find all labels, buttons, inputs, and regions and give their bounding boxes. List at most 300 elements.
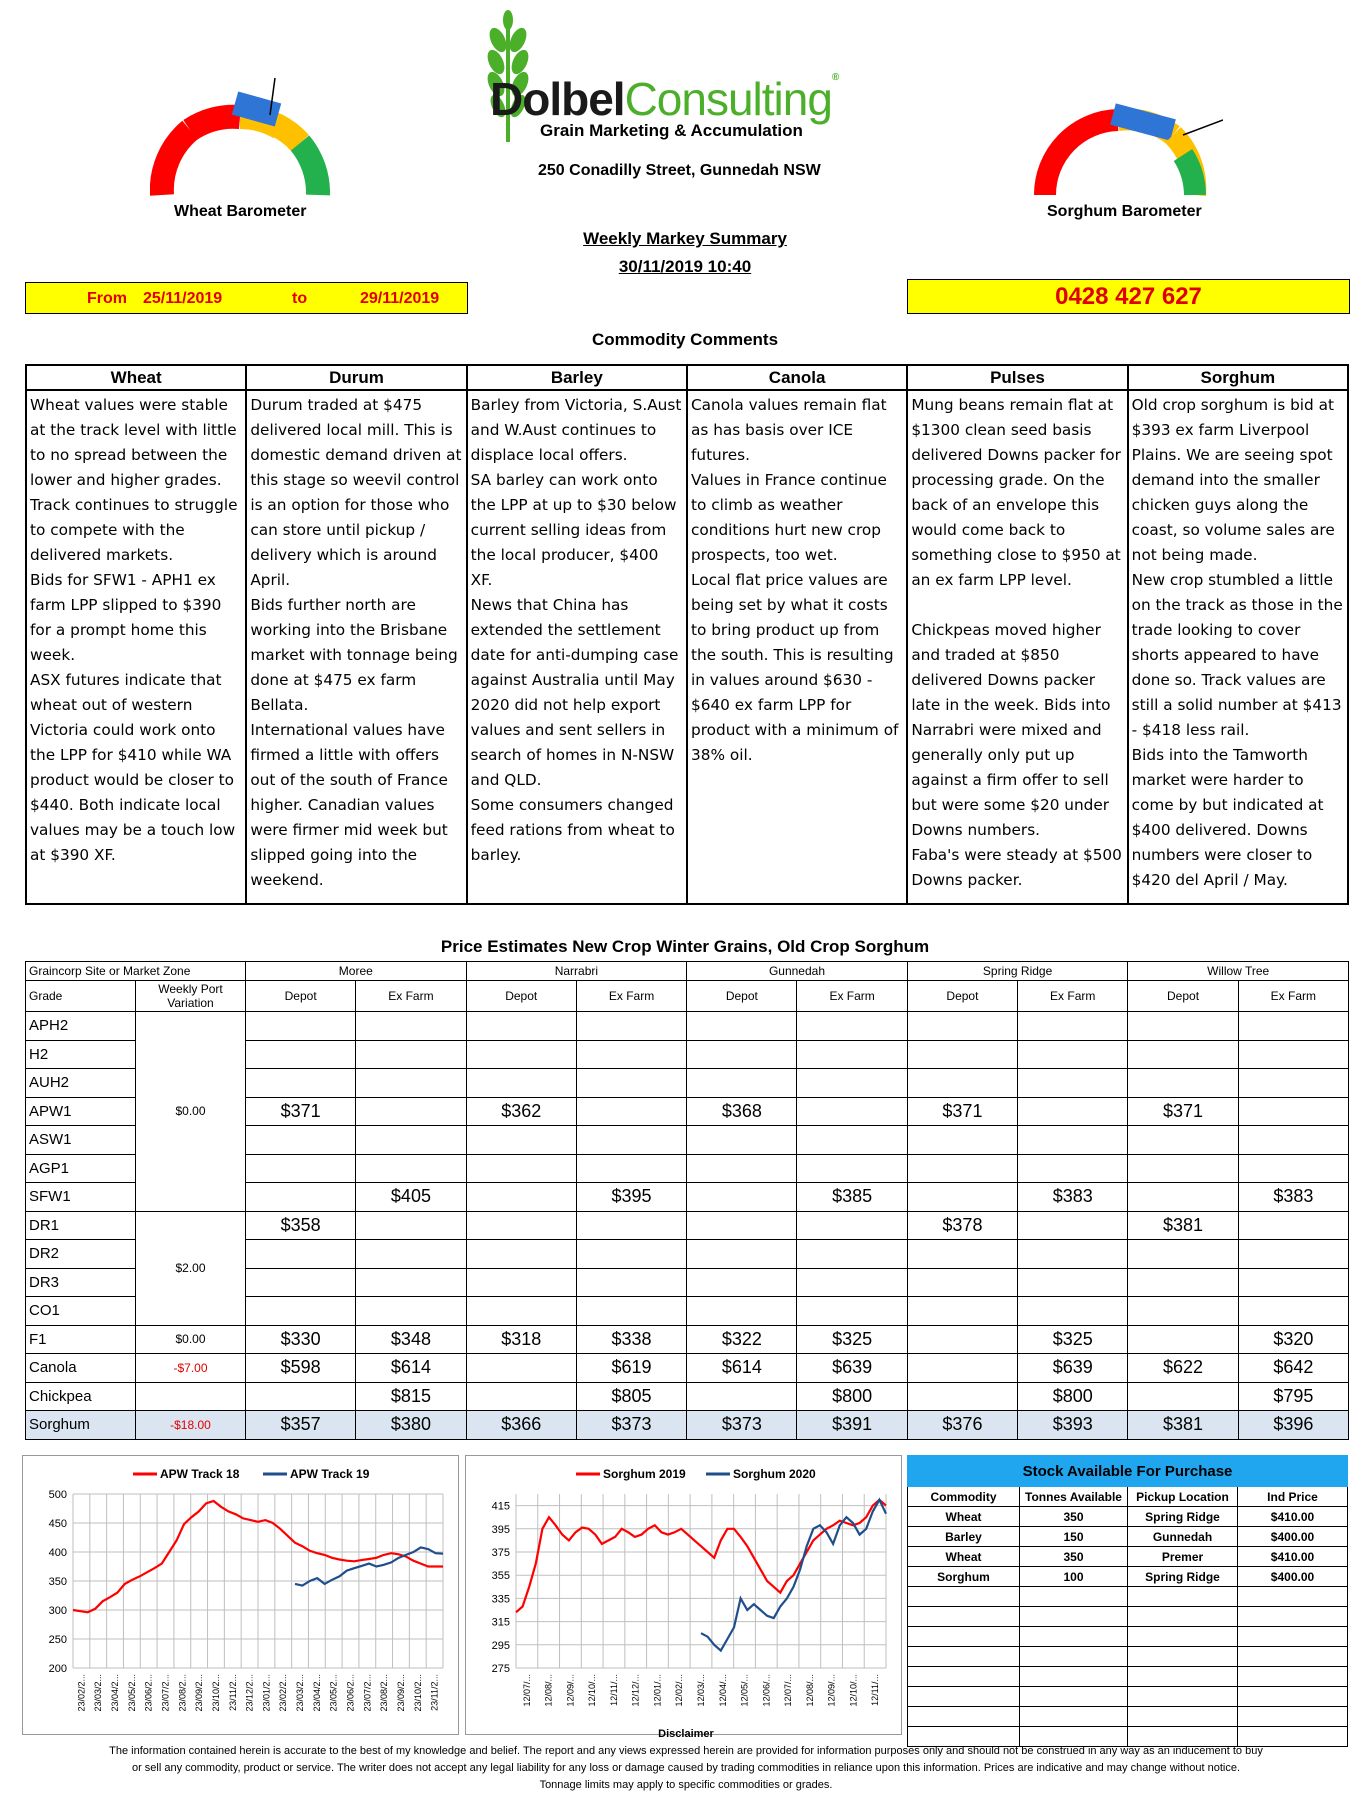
depot-price	[907, 1154, 1017, 1183]
stock-empty-cell	[1128, 1687, 1238, 1707]
stock-price: $400.00	[1238, 1527, 1348, 1547]
x-tick-label: 23/07/2...	[362, 1674, 373, 1712]
x-tick-label: 12/08/...	[804, 1674, 815, 1707]
depot-price	[1128, 1183, 1238, 1212]
depot-price	[907, 1183, 1017, 1212]
y-tick-label: 200	[48, 1663, 67, 1675]
depot-price	[246, 1126, 356, 1155]
exfarm-price: $383	[1238, 1183, 1348, 1212]
brand-logo-text	[490, 72, 838, 126]
stock-empty-cell	[1020, 1687, 1128, 1707]
exfarm-price: $800	[1018, 1382, 1128, 1411]
y-tick-label: 395	[491, 1523, 510, 1536]
x-tick-label: 23/05/2...	[126, 1674, 137, 1712]
exfarm-header: Ex Farm	[1018, 981, 1128, 1012]
exfarm-price	[1238, 1040, 1348, 1069]
stock-empty-cell	[908, 1627, 1020, 1647]
brand-address: 250 Conadilly Street, Gunnedah NSW	[538, 162, 821, 179]
exfarm-price: $800	[797, 1382, 907, 1411]
exfarm-price	[356, 1069, 466, 1098]
stock-empty-cell	[1128, 1607, 1238, 1627]
exfarm-price	[356, 1012, 466, 1041]
exfarm-price	[576, 1268, 686, 1297]
depot-price: $371	[1128, 1097, 1238, 1126]
depot-price	[246, 1297, 356, 1326]
disclaimer-line-3: Tonnage limits may apply to specific commodities or grades.	[539, 1779, 833, 1791]
weekly-port-variation	[136, 1382, 246, 1411]
price-header-sites	[26, 962, 1349, 981]
x-tick-label: 23/04/2...	[110, 1674, 121, 1712]
y-tick-label: 355	[491, 1570, 510, 1583]
x-tick-label: 23/09/2...	[395, 1674, 406, 1712]
legend-label: Sorghum 2019	[603, 1467, 686, 1481]
wheat-barometer-label: Wheat Barometer	[174, 203, 307, 220]
phone-box	[907, 279, 1350, 314]
depot-price: $376	[907, 1411, 1017, 1440]
depot-price: $598	[246, 1354, 356, 1383]
depot-header: Depot	[246, 981, 356, 1012]
exfarm-price	[1018, 1297, 1128, 1326]
x-tick-label: 12/07/...	[783, 1674, 794, 1707]
depot-price: $366	[466, 1411, 576, 1440]
exfarm-price	[1018, 1069, 1128, 1098]
x-tick-label: 23/08/2...	[177, 1674, 188, 1712]
x-tick-label: 23/06/2...	[143, 1674, 154, 1712]
depot-price	[907, 1040, 1017, 1069]
exfarm-price	[1238, 1154, 1348, 1183]
exfarm-header: Ex Farm	[356, 981, 466, 1012]
from-date: 25/11/2019	[143, 290, 223, 307]
x-tick-label: 23/01/2...	[261, 1674, 272, 1712]
exfarm-price: $383	[1018, 1183, 1128, 1212]
stock-empty-cell	[1238, 1667, 1348, 1687]
legend-label: APW Track 18	[160, 1467, 240, 1481]
depot-price	[907, 1126, 1017, 1155]
depot-price: $322	[687, 1325, 797, 1354]
depot-price: $378	[907, 1211, 1017, 1240]
exfarm-price	[797, 1240, 907, 1269]
comment-header-durum: Durum	[246, 365, 466, 390]
grade-name: DR1	[26, 1211, 136, 1240]
x-tick-label: 12/02/...	[674, 1674, 685, 1707]
stock-tonnes: 150	[1020, 1527, 1128, 1547]
price-row-chickpea	[26, 1382, 1349, 1411]
x-tick-label: 23/06/2...	[345, 1674, 356, 1712]
depot-header: Depot	[687, 981, 797, 1012]
depot-price	[687, 1069, 797, 1098]
exfarm-price	[1018, 1012, 1128, 1041]
x-tick-label: 23/11/2...	[227, 1674, 238, 1711]
depot-price	[246, 1268, 356, 1297]
stock-empty-row	[908, 1587, 1348, 1607]
sorghum-chart	[466, 1456, 901, 1734]
exfarm-price	[576, 1069, 686, 1098]
depot-header: Depot	[907, 981, 1017, 1012]
stock-empty-cell	[1128, 1627, 1238, 1647]
exfarm-price	[1018, 1268, 1128, 1297]
stock-empty-row	[908, 1707, 1348, 1727]
depot-price: $622	[1128, 1354, 1238, 1383]
y-tick-label: 335	[491, 1593, 510, 1606]
exfarm-price	[356, 1126, 466, 1155]
comment-text-wheat: Wheat values were stable at the track level with little to no spread between the lower and higher grades. Track continues to struggle to compete with the delivered markets. Bids for SFW1 - APH1 ex farm LPP slipped to $390 for a prompt home this week. ASX futures indicate that wheat out of western Victoria could work onto the LPP for $410 while WA product would be closer to $440. Both indicate local values may be a touch low at $390 XF.	[26, 390, 246, 904]
stock-price: $410.00	[1238, 1507, 1348, 1527]
stock-empty-cell	[1020, 1647, 1128, 1667]
date-range-box	[25, 282, 468, 314]
stock-title-row	[908, 1456, 1348, 1487]
stock-table-body	[908, 1507, 1348, 1747]
stock-empty-cell	[1128, 1647, 1238, 1667]
price-row-dr1	[26, 1211, 1349, 1240]
stock-header-location: Pickup Location	[1128, 1487, 1238, 1507]
weekly-port-variation: $2.00	[136, 1211, 246, 1325]
exfarm-price	[576, 1097, 686, 1126]
brand-registered: ®	[831, 72, 839, 83]
exfarm-price: $619	[576, 1354, 686, 1383]
exfarm-price	[1238, 1012, 1348, 1041]
comment-text-barley: Barley from Victoria, S.Aust and W.Aust continues to displace local offers. SA barley can work onto the LPP at up to $30 below current selling ideas from the local producer, $400 XF. News that China has extended the settlement date for anti-dumping case against Australia until May 2020 did not help export values and sent sellers in search of homes in N-NSW and QLD. Some consumers changed feed rations from wheat to barley.	[467, 390, 687, 904]
series-line	[516, 1500, 886, 1613]
depot-price	[687, 1012, 797, 1041]
comment-text-durum: Durum traded at $475 delivered local mill. This is domestic demand driven at this stage so weevil control is an option for those who can store until pickup / delivery which is around April. Bids further north are working into the Brisbane market with tonnage being done at $475 ex farm Bellata. International values have firmed a little with offers out of the south of France higher. Canadian values were firmer mid week but slipped going into the weekend.	[246, 390, 466, 904]
stock-header-row	[908, 1487, 1348, 1507]
x-tick-label: 23/10/2...	[412, 1674, 423, 1712]
stock-empty-cell	[1020, 1707, 1128, 1727]
y-tick-label: 250	[48, 1634, 67, 1646]
depot-price	[246, 1040, 356, 1069]
grade-name: DR3	[26, 1268, 136, 1297]
depot-price	[1128, 1069, 1238, 1098]
x-tick-label: 12/12/...	[630, 1674, 641, 1707]
brand-name-consulting: Consulting	[624, 73, 832, 125]
depot-price	[907, 1382, 1017, 1411]
exfarm-price: $614	[356, 1354, 466, 1383]
exfarm-header: Ex Farm	[1238, 981, 1348, 1012]
prices-title: Price Estimates New Crop Winter Grains, Old Crop Sorghum	[440, 937, 930, 956]
comment-header-sorghum: Sorghum	[1128, 365, 1348, 390]
stock-empty-cell	[908, 1607, 1020, 1627]
grade-name: DR2	[26, 1240, 136, 1269]
exfarm-price	[1018, 1040, 1128, 1069]
exfarm-price: $393	[1018, 1411, 1128, 1440]
grade-name: Canola	[26, 1354, 136, 1383]
depot-price	[1128, 1240, 1238, 1269]
depot-price	[1128, 1040, 1238, 1069]
x-tick-label: 12/05/...	[739, 1674, 750, 1707]
exfarm-price	[1018, 1154, 1128, 1183]
y-tick-label: 300	[48, 1605, 67, 1617]
from-label: From	[87, 290, 127, 307]
exfarm-price	[797, 1040, 907, 1069]
legend-label: Sorghum 2020	[733, 1467, 816, 1481]
depot-price	[687, 1211, 797, 1240]
stock-tonnes: 100	[1020, 1567, 1128, 1587]
comment-text-canola: Canola values remain flat as has basis over ICE futures. Values in France continue to climb as weather conditions hurt new crop prospects, too wet. Local flat price values are being set by what it costs to bring product up from the south. This is resulting in values around $630 - $640 ex farm LPP for product with a minimum of 38% oil.	[687, 390, 907, 904]
exfarm-price	[797, 1126, 907, 1155]
exfarm-price: $642	[1238, 1354, 1348, 1383]
x-tick-label: 23/02/2...	[76, 1674, 87, 1712]
depot-price: $318	[466, 1325, 576, 1354]
stock-empty-cell	[1238, 1607, 1348, 1627]
depot-price	[687, 1154, 797, 1183]
x-tick-label: 23/11/2...	[429, 1674, 440, 1711]
exfarm-price: $325	[1018, 1325, 1128, 1354]
site-moree: Moree	[246, 962, 467, 981]
stock-header-commodity: Commodity	[908, 1487, 1020, 1507]
exfarm-price	[356, 1154, 466, 1183]
weekly-port-variation: $0.00	[136, 1012, 246, 1212]
exfarm-header: Ex Farm	[797, 981, 907, 1012]
depot-price	[466, 1126, 576, 1155]
depot-price	[907, 1012, 1017, 1041]
brand-tagline: Grain Marketing & Accumulation	[540, 121, 803, 140]
stock-empty-cell	[1020, 1607, 1128, 1627]
x-tick-label: 12/04/...	[717, 1674, 728, 1707]
x-tick-label: 23/07/2...	[160, 1674, 171, 1712]
depot-price	[466, 1183, 576, 1212]
stock-available-table	[907, 1455, 1348, 1747]
stock-commodity: Sorghum	[908, 1567, 1020, 1587]
stock-row	[908, 1527, 1348, 1547]
depot-price	[1128, 1268, 1238, 1297]
exfarm-price	[1238, 1268, 1348, 1297]
depot-price: $368	[687, 1097, 797, 1126]
stock-empty-row	[908, 1607, 1348, 1627]
phone-number: 0428 427 627	[1055, 283, 1202, 310]
stock-empty-cell	[908, 1587, 1020, 1607]
depot-price	[246, 1012, 356, 1041]
site-header-label: Graincorp Site or Market Zone	[26, 962, 246, 981]
stock-header-price: Ind Price	[1238, 1487, 1348, 1507]
legend-label: APW Track 19	[290, 1467, 370, 1481]
depot-price	[466, 1268, 576, 1297]
x-tick-label: 12/03/...	[696, 1674, 706, 1707]
exfarm-price	[576, 1211, 686, 1240]
depot-price: $371	[246, 1097, 356, 1126]
x-tick-label: 23/12/2...	[244, 1674, 255, 1712]
stock-empty-cell	[1238, 1707, 1348, 1727]
exfarm-price	[356, 1297, 466, 1326]
disclaimer-line-1: The information contained herein is accurate to the best of my knowledge and belief. The report and any views expressed herein are provided for information purposes only and should not be construed in any way as an inducement to buy	[109, 1745, 1263, 1757]
x-tick-label: 23/05/2...	[328, 1674, 339, 1712]
exfarm-price: $338	[576, 1325, 686, 1354]
exfarm-price	[797, 1097, 907, 1126]
x-tick-label: 23/02/2...	[278, 1674, 289, 1712]
stock-empty-cell	[1020, 1627, 1128, 1647]
exfarm-price	[576, 1126, 686, 1155]
x-tick-label: 12/07/...	[521, 1674, 532, 1707]
exfarm-price	[576, 1012, 686, 1041]
depot-price	[1128, 1126, 1238, 1155]
grade-name: Chickpea	[26, 1382, 136, 1411]
x-tick-label: 23/09/2...	[194, 1674, 205, 1712]
stock-row	[908, 1507, 1348, 1527]
exfarm-price	[1238, 1297, 1348, 1326]
stock-empty-cell	[1238, 1647, 1348, 1667]
exfarm-price: $391	[797, 1411, 907, 1440]
y-tick-label: 275	[491, 1663, 510, 1675]
depot-price	[246, 1183, 356, 1212]
price-row-f1	[26, 1325, 1349, 1354]
x-tick-label: 23/03/2...	[295, 1674, 306, 1712]
sorghum-barometer-gauge	[1033, 100, 1223, 200]
y-tick-label: 375	[491, 1547, 510, 1559]
exfarm-price: $795	[1238, 1382, 1348, 1411]
depot-price	[687, 1382, 797, 1411]
grade-name: F1	[26, 1325, 136, 1354]
exfarm-price	[356, 1040, 466, 1069]
exfarm-price: $385	[797, 1183, 907, 1212]
x-tick-label: 23/03/2...	[93, 1674, 104, 1712]
exfarm-header: Ex Farm	[576, 981, 686, 1012]
stock-empty-cell	[1128, 1667, 1238, 1687]
brand-name-dolbel: Dolbel	[490, 73, 625, 125]
stock-empty-row	[908, 1667, 1348, 1687]
report-title: Weekly Markey Summary	[583, 229, 787, 248]
site-narrabri: Narrabri	[466, 962, 687, 981]
exfarm-price: $395	[576, 1183, 686, 1212]
depot-price	[907, 1268, 1017, 1297]
depot-header: Depot	[466, 981, 576, 1012]
exfarm-price	[1238, 1069, 1348, 1098]
x-tick-label: 12/06/...	[761, 1674, 772, 1707]
depot-price	[466, 1040, 576, 1069]
exfarm-price	[797, 1012, 907, 1041]
stock-empty-row	[908, 1687, 1348, 1707]
stock-location: Premer	[1128, 1547, 1238, 1567]
exfarm-price	[797, 1069, 907, 1098]
site-willow-tree: Willow Tree	[1128, 962, 1349, 981]
exfarm-price	[356, 1268, 466, 1297]
price-estimates-table	[25, 961, 1349, 1440]
y-tick-label: 450	[48, 1518, 67, 1530]
stock-price: $400.00	[1238, 1567, 1348, 1587]
stock-title: Stock Available For Purchase	[908, 1456, 1348, 1487]
stock-empty-cell	[908, 1647, 1020, 1667]
exfarm-price: $348	[356, 1325, 466, 1354]
depot-header: Depot	[1128, 981, 1238, 1012]
comment-header-barley: Barley	[467, 365, 687, 390]
depot-price	[246, 1240, 356, 1269]
stock-commodity: Barley	[908, 1527, 1020, 1547]
stock-empty-row	[908, 1627, 1348, 1647]
depot-price: $381	[1128, 1211, 1238, 1240]
depot-price: $330	[246, 1325, 356, 1354]
stock-commodity: Wheat	[908, 1547, 1020, 1567]
price-row-aph2	[26, 1012, 1349, 1041]
exfarm-price	[576, 1297, 686, 1326]
exfarm-price	[1018, 1211, 1128, 1240]
depot-price	[907, 1069, 1017, 1098]
exfarm-price	[576, 1240, 686, 1269]
depot-price	[687, 1240, 797, 1269]
exfarm-price	[1018, 1126, 1128, 1155]
exfarm-price: $639	[1018, 1354, 1128, 1383]
exfarm-price	[576, 1154, 686, 1183]
stock-location: Gunnedah	[1128, 1527, 1238, 1547]
depot-price	[687, 1183, 797, 1212]
exfarm-price: $805	[576, 1382, 686, 1411]
exfarm-price	[1238, 1097, 1348, 1126]
weekly-port-variation: $0.00	[136, 1325, 246, 1354]
sorghum-barometer-label: Sorghum Barometer	[1047, 203, 1202, 220]
comment-text-sorghum: Old crop sorghum is bid at $393 ex farm Liverpool Plains. We are seeing spot demand into the smaller chicken guys along the coast, so volume sales are not being made. New crop stumbled a little on the track as those in the trade looking to cover shorts appeared to have done so. Track values are still a solid number at $413 - $418 less rail. Bids into the Tamworth market were harder to come by but indicated at $400 delivered. Downs numbers were closer to $420 del April / May.	[1128, 390, 1348, 904]
y-tick-label: 415	[491, 1500, 510, 1513]
to-date: 29/11/2019	[360, 290, 440, 307]
y-tick-label: 350	[48, 1576, 67, 1588]
stock-row	[908, 1567, 1348, 1587]
depot-price	[466, 1012, 576, 1041]
apw-track-chart-frame	[22, 1455, 459, 1735]
depot-price	[1128, 1297, 1238, 1326]
disclaimer-line-2: or sell any commodity, product or service. The writer does not accept any legal liability for any loss or damage caused by trading commodities in reliance upon this information. Prices are indicative and may change without notice.	[131, 1762, 1241, 1774]
exfarm-price	[797, 1211, 907, 1240]
exfarm-price	[576, 1040, 686, 1069]
site-spring-ridge: Spring Ridge	[907, 962, 1128, 981]
exfarm-price: $815	[356, 1382, 466, 1411]
depot-price	[246, 1382, 356, 1411]
disclaimer-title: Disclaimer	[658, 1728, 714, 1740]
depot-price	[907, 1240, 1017, 1269]
apw-track-chart	[23, 1456, 458, 1734]
stock-empty-cell	[1238, 1687, 1348, 1707]
depot-price	[466, 1297, 576, 1326]
stock-empty-cell	[1128, 1587, 1238, 1607]
depot-price	[907, 1325, 1017, 1354]
exfarm-price: $380	[356, 1411, 466, 1440]
grade-name: APH2	[26, 1012, 136, 1041]
depot-price	[687, 1040, 797, 1069]
stock-empty-cell	[1238, 1587, 1348, 1607]
stock-location: Spring Ridge	[1128, 1567, 1238, 1587]
exfarm-price	[356, 1097, 466, 1126]
depot-price	[907, 1354, 1017, 1383]
depot-price	[907, 1297, 1017, 1326]
x-tick-label: 23/08/2...	[379, 1674, 390, 1712]
exfarm-price	[797, 1154, 907, 1183]
depot-price	[466, 1069, 576, 1098]
exfarm-price	[1018, 1097, 1128, 1126]
stock-row	[908, 1547, 1348, 1567]
comments-title: Commodity Comments	[591, 330, 779, 349]
stock-empty-cell	[1128, 1707, 1238, 1727]
comment-text-pulses: Mung beans remain flat at $1300 clean seed basis delivered Downs packer for processing grade. On the back of an envelope this would come back to something close to $950 at an ex farm LPP level. Chickpeas moved higher and traded at $850 delivered Downs packer late in the week. Bids into Narrabri were mixed and generally only put up against a firm offer to sell but were some $20 under Downs numbers. Faba's were steady at $500 Downs packer.	[907, 390, 1127, 904]
stock-empty-cell	[1020, 1587, 1128, 1607]
depot-price	[1128, 1382, 1238, 1411]
stock-location: Spring Ridge	[1128, 1507, 1238, 1527]
depot-price	[466, 1154, 576, 1183]
grade-name: H2	[26, 1040, 136, 1069]
grade-name: AGP1	[26, 1154, 136, 1183]
depot-price	[466, 1354, 576, 1383]
grade-header: Grade	[26, 981, 136, 1012]
y-tick-label: 295	[491, 1639, 510, 1652]
commodity-comments-table	[25, 364, 1349, 905]
x-tick-label: 12/11/...	[870, 1674, 881, 1706]
exfarm-price: $325	[797, 1325, 907, 1354]
exfarm-price	[356, 1211, 466, 1240]
y-tick-label: 500	[48, 1489, 67, 1501]
x-tick-label: 23/04/2...	[311, 1674, 322, 1712]
to-label: to	[292, 290, 308, 307]
stock-empty-cell	[1020, 1667, 1128, 1687]
report-datetime: 30/11/2019 10:40	[618, 257, 752, 276]
exfarm-price	[1018, 1240, 1128, 1269]
stock-tonnes: 350	[1020, 1547, 1128, 1567]
depot-price: $357	[246, 1411, 356, 1440]
depot-price: $358	[246, 1211, 356, 1240]
stock-commodity: Wheat	[908, 1507, 1020, 1527]
